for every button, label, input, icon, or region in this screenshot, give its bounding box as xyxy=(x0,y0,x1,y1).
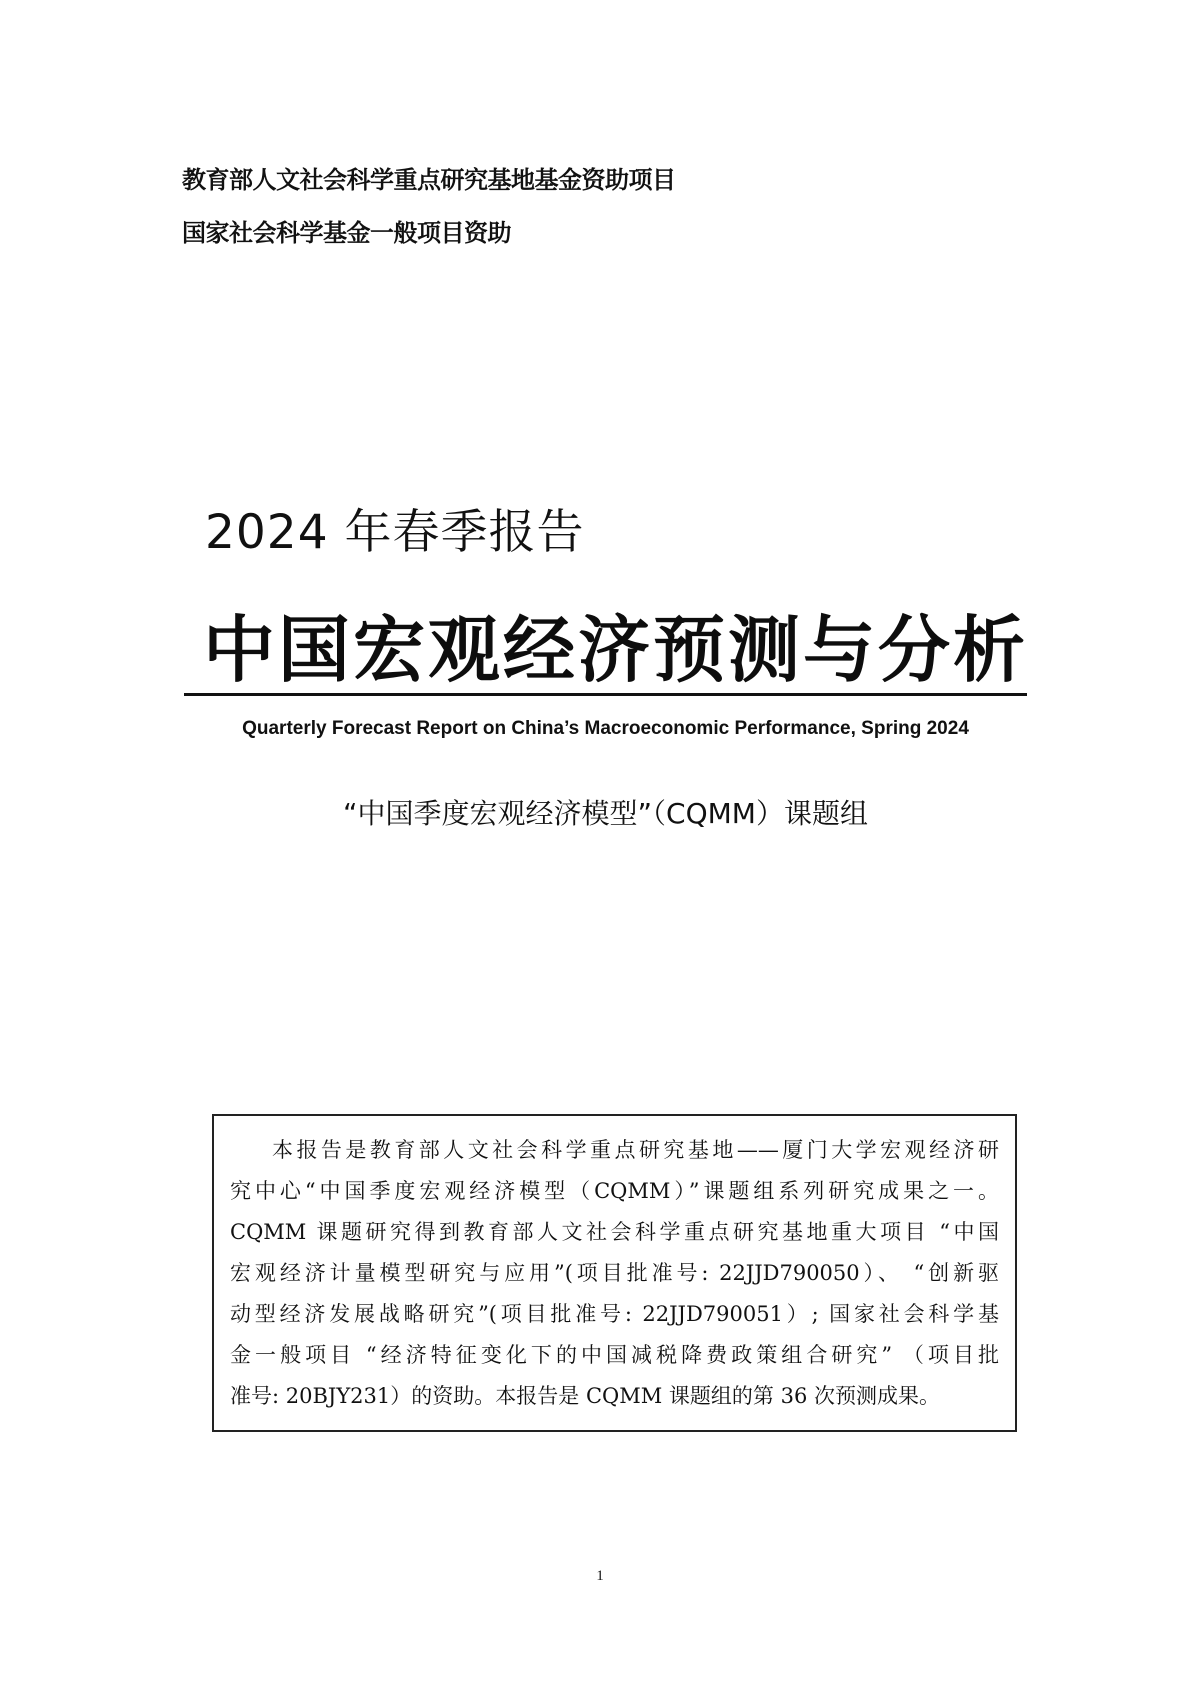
page-title: 中国宏观经济预测与分析 xyxy=(203,608,1029,692)
note-line: 准号: 20BJY231）的资助。本报告是 CQMM 课题组的第 36 次预测成果。 xyxy=(230,1384,940,1408)
funding-line-2: 国家社会科学基金一般项目资助 xyxy=(182,218,511,247)
note-box xyxy=(212,1114,1017,1432)
note-line: 金一般项目 “经济特征变化下的中国减税降费政策组合研究” （项目批 xyxy=(230,1343,999,1367)
note-line: 究中心“中国季度宏观经济模型（CQMM）”课题组系列研究成果之一。 xyxy=(230,1179,999,1203)
note-line: CQMM 课题研究得到教育部人文社会科学重点研究基地重大项目 “中国 xyxy=(230,1220,999,1244)
page-number: 1 xyxy=(596,1568,604,1584)
note-line: 动型经济发展战略研究”(项目批准号: 22JJD790051）; 国家社会科学基 xyxy=(230,1302,999,1326)
english-subtitle: Quarterly Forecast Report on China’s Macroeconomic Performance, Spring 2024 xyxy=(242,718,969,739)
research-team: “中国季度宏观经济模型”（CQMM）课题组 xyxy=(343,797,868,830)
funding-line-1: 教育部人文社会科学重点研究基地基金资助项目 xyxy=(182,165,676,194)
note-line: 宏观经济计量模型研究与应用”(项目批准号: 22JJD790050）、 “创新驱 xyxy=(230,1261,999,1285)
report-season: 2024 年春季报告 xyxy=(205,505,585,560)
title-divider xyxy=(184,693,1027,696)
note-line: 本报告是教育部人文社会科学重点研究基地——厦门大学宏观经济研 xyxy=(272,1138,999,1162)
